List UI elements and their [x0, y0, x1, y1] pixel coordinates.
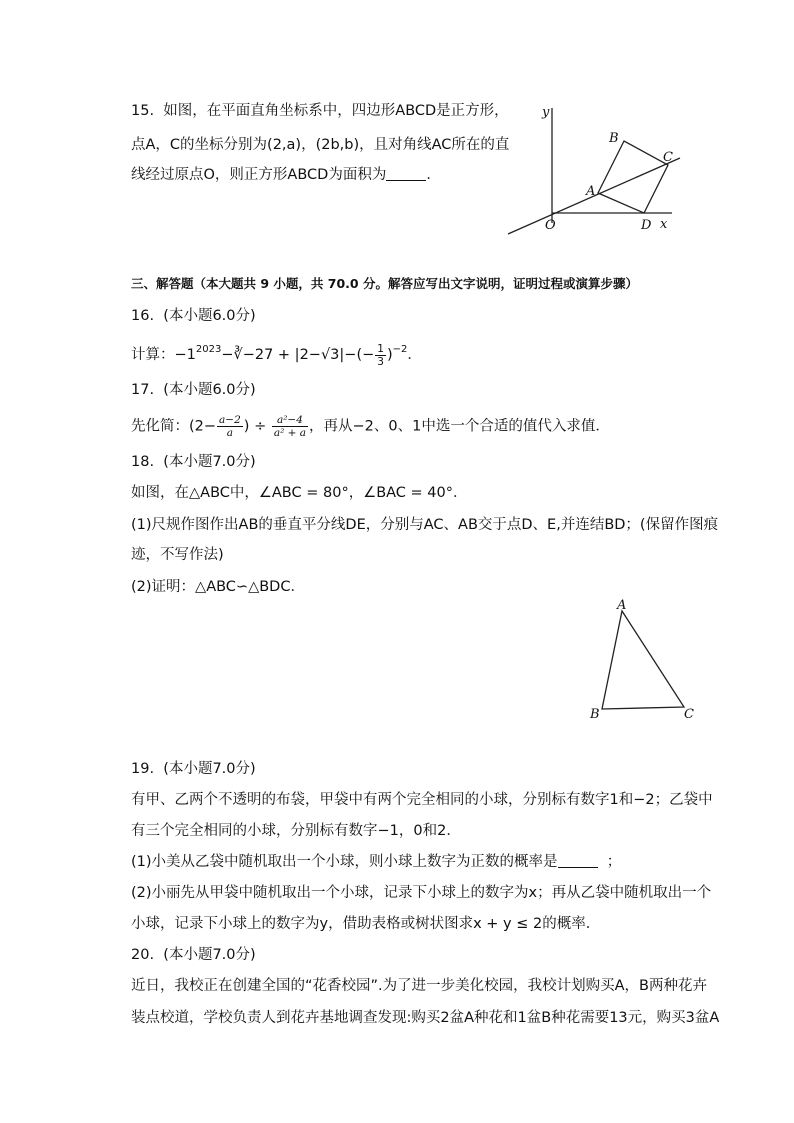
- q15-text-3: 线经过原点O，则正方形ABCD为面积为: [131, 167, 387, 183]
- q19-answer-blank: [558, 853, 598, 868]
- q19-text-4: (2)小丽先从甲袋中随机取出一个小球，记录下小球上的数字为x；再从乙袋中随机取出一个: [131, 885, 712, 901]
- q16-header: [131, 306, 256, 326]
- q18-text-1: 如图，在△ABC中，∠ABC = 80°，∠BAC = 40°．: [131, 485, 468, 501]
- label-y: y: [542, 105, 550, 120]
- q18-number: 18.: [131, 454, 155, 470]
- q18-text-2: (1)尺规作图作出AB的垂直平分线DE，分别与AC、AB交于点D、E,并连结BD；(保留作图痕: [131, 517, 719, 533]
- label-b: B: [590, 707, 600, 722]
- q15-line3: [131, 165, 441, 185]
- label-o: O: [545, 218, 556, 233]
- q16-expression: [131, 340, 422, 368]
- q16-expr-d: ．: [407, 347, 422, 363]
- label-d: D: [641, 218, 652, 233]
- q18-header: [131, 452, 256, 472]
- q20-score: (本小题7.0分): [163, 947, 256, 963]
- q17-mid: ) ÷: [243, 418, 267, 435]
- q17-f1-den: a: [226, 427, 234, 439]
- q16-exponent-1: 2023: [195, 344, 222, 355]
- q17-fraction-1: [217, 414, 243, 439]
- q15-text-2: 点A，C的坐标分别为(2,a)，(2b,b)，且对角线AC所在的直: [131, 137, 510, 153]
- label-a: A: [617, 598, 627, 613]
- q16-score: (本小题6.0分): [163, 308, 256, 324]
- q16-expr-a: 计算：−1: [131, 347, 196, 363]
- label-c: C: [684, 707, 694, 722]
- triangle-abc: [602, 611, 684, 709]
- q19-text-2: 有三个完全相同的小球，分别标有数字−1，0和2．: [131, 823, 461, 839]
- q20-header: [131, 945, 256, 965]
- q20-text-1: 近日，我校正在创建全国的“花香校园”.为了进一步美化校园，我校计划购买A，B两种花卉: [131, 978, 707, 994]
- q19-score: (本小题7.0分): [163, 761, 256, 777]
- q17-expression: [131, 414, 610, 439]
- label-b: B: [609, 131, 619, 146]
- q19-line3: [131, 852, 621, 872]
- label-c: C: [663, 150, 673, 165]
- label-a: A: [586, 184, 596, 199]
- q17-f2-num: a²−4: [272, 414, 308, 427]
- q16-expr-b: −∛−27 + |2−√3|−(−: [221, 347, 375, 363]
- q16-number: 16.: [131, 308, 155, 324]
- q18-score: (本小题7.0分): [163, 454, 256, 470]
- q16-exponent-2: −2: [392, 344, 408, 355]
- q15-figure: [500, 98, 690, 243]
- q20-text-2: 装点校道，学校负责人到花卉基地调查发现:购买2盆A种花和1盆B种花需要13元，购买3盆A: [131, 1010, 720, 1026]
- q19-header: [131, 759, 256, 779]
- section-header: 三、解答题（本大题共 9 小题，共 70.0 分。解答应写出文字说明，证明过程或演算步骤）: [131, 276, 638, 291]
- q17-post: ，再从−2、0、1中选一个合适的值代入求值．: [309, 418, 610, 435]
- q19-number: 19.: [131, 761, 155, 777]
- q17-f1-num: a−2: [219, 414, 241, 426]
- q17-score: (本小题6.0分): [163, 382, 256, 398]
- label-x: x: [660, 217, 668, 232]
- q17-fraction-2: [272, 414, 308, 439]
- q15-number: 15.: [131, 103, 155, 119]
- q16-expr-c: ): [386, 347, 393, 363]
- q19-text-1: 有甲、乙两个不透明的布袋，甲袋中有两个完全相同的小球，分别标有数字1和−2；乙袋中: [131, 792, 713, 808]
- q18-figure: [580, 595, 700, 725]
- q17-pre: 先化简：(2−: [131, 418, 217, 435]
- q16-frac-den: 3: [377, 355, 384, 368]
- q19-text-5: 小球，记录下小球上的数字为y，借助表格或树状图求x + y ≤ 2的概率．: [131, 916, 601, 932]
- q17-f2-den: a² + a: [273, 427, 307, 439]
- q19-text-3-end: ；: [606, 854, 622, 870]
- q20-number: 20.: [131, 947, 155, 963]
- q15-text-3-end: ．: [426, 167, 441, 183]
- q18-text-4: (2)证明：△ABC∽△BDC．: [131, 579, 305, 595]
- q17-header: [131, 380, 256, 400]
- square-abcd: [598, 141, 668, 213]
- q15-text-1: 如图，在平面直角坐标系中，四边形ABCD是正方形，: [163, 103, 509, 119]
- q19-text-3: (1)小美从乙袋中随机取出一个小球，则小球上数字为正数的概率是: [131, 854, 558, 870]
- q16-fraction: [375, 343, 386, 368]
- q17-number: 17.: [131, 382, 155, 398]
- q15-line1: [131, 101, 509, 121]
- q18-text-3: 迹，不写作法): [131, 547, 224, 563]
- q16-frac-num: 1: [377, 342, 384, 355]
- q15-answer-blank: [386, 166, 426, 181]
